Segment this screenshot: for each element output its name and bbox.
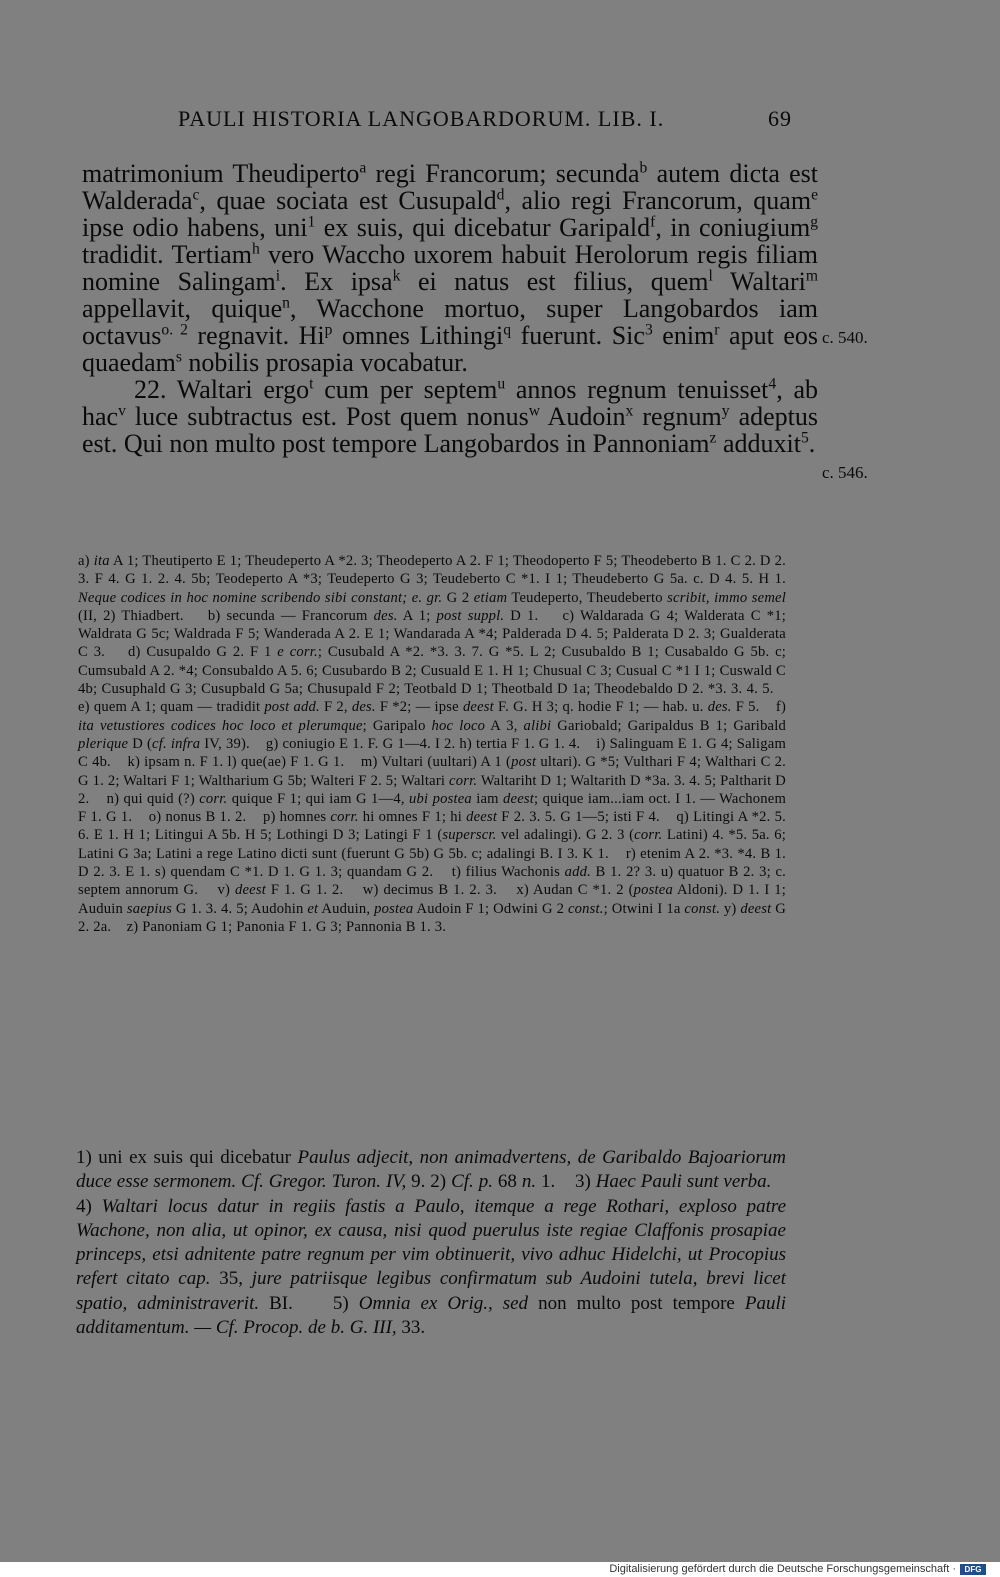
editorial-footnotes: 1) uni ex suis qui dicebatur Paulus adjecit, non animadvertens, de Garibaldo Bajoariorum duce esse sermonem. Cf. Gregor. Turon. IV, 9. 2) Cf. p. 68 n. 1. 3) Haec Pauli sunt verba. 4) Waltari locus datur in regiis fastis a Paulo, itemque a rege Rothari, exploso patre Wachone, non alia, ut opinor, ex causa, nisi quod puerulus iste regiae Claffonis prosapiae princeps, etsi adnitente patre regnum per vim obtinuerit, vivo adhuc Hidelchi, ut Procopius refert citato cap. 35, jure patriisque legibus confirmatum sub Audoini tutela, brevi licet spatio, administraverit. BI. 5) Omnia ex Orig., sed non multo post tempore Pauli additamentum. — Cf. Procop. de b. G. III, 33. [76, 1147, 787, 1339]
main-paragraph-21: matrimonium Theudiperto$^a$ regi Francorum; secunda$^b$ autem dicta est Walderada$^c$, quae sociata est Cusupald$^d$, alio regi Francorum, quam$^e$ ipse odio habens, uni$^1$ ex suis, qui dicebatur Garipald$^f$, in coniugium$^g$ tradidit. Tertiam$^h$ vero Waccho uxorem habuit Herolorum regis filiam nomine Salingam$^i$. Ex ipsa$^k$ ei natus est filius, quem$^l$ Waltari$^m$ appellavit, quique$^n$, Wacchone mortuo, super Langobardos iam octavus$^{o. 2}$ regnavit. Hi$^p$ omnes Lithingi$^q$ fuerunt. Sic$^3$ enim$^r$ aput eos quaedam$^s$ nobilis prosapia vocabatur. [82, 159, 819, 377]
main-text [82, 160, 818, 457]
dfg-credit: Digitalisierung gefördert durch die Deutsche Forschungsgemeinschaft · [609, 1563, 956, 1575]
margin-date-546: c. 546. [822, 463, 868, 482]
running-title: PAULI HISTORIA LANGOBARDORUM. LIB. I. [178, 106, 665, 131]
main-paragraph-22: 22. Waltari ergo$^t$ cum per septem$^u$ annos regnum tenuisset$^4$, ab hac$^v$ luce subtractus est. Post quem nonus$^w$ Audoin$^x$ regnum$^y$ adeptus est. Qui non multo post tempore Langobardos in Pannoniam$^z$ adduxit$^5$. [82, 375, 819, 458]
page-number: 69 [768, 106, 792, 131]
critical-apparatus: a) ita A 1; Theutiperto E 1; Theudeperto A *2. 3; Theodeperto A 2. F 1; Theodoperto F 5; Theodeberto B 1. C 2. D 2. 3. F 4. G 1. 2. 4. 5b; Teodeperto A *3; Teudeperto G 3; Teudeberto C *1. I 1; Theudeberto G 5a. c. D 4. 5. H 1. Neque codices in hoc nomine scribendo sibi constant; e. gr. G 2 etiam Teudeperto, Theudeberto scribit, immo semel (II, 2) Thiadbert. b) secunda — Francorum des. A 1; post suppl. D 1. c) Waldarada G 4; Walderata C *1; Waldrata G 5c; Waldrada F 5; Wanderada A 2. E 1; Wandarada A *4; Palderada D 4. 5; Palderata D 2. 3; Gualderata C 3. d) Cusupaldo G 2. F 1 e corr.; Cusubald A *2. *3. 3. 7. G *5. L 2; Cusubaldo B 1; Cusabaldo G 5b. c; Cumsubald A 2. *4; Consubaldo A 5. 6; Cusubardo B 2; Cusuald E 1. H 1; Chusual C 3; Cusual C *1 I 1; Cuswald C 4b; Cusuphald G 3; Cusupbald G 5a; Chusupald F 2; Teotbald D 1; Theotbald D 1a; Theodebaldo D 2. *3. 3. 4. 5. e) quem A 1; quam — tradidit post add. F 2, des. F *2; — ipse deest F. G. H 3; q. hodie F 1; — hab. u. des. F 5. f) ita vetustiores codices hoc loco et plerumque; Garipalo hoc loco A 3, alibi Gariobald; Garipaldus B 1; Garibald plerique D (cf. infra IV, 39). g) coniugio E 1. F. G 1—4. I 2. h) tertia F 1. G 1. 4. i) Salinguam E 1. G 4; Saligam C 4b. k) ipsam n. F 1. l) que(ae) F 1. G 1. m) Vultari (uultari) A 1 (post ultari). G *5; Vulthari F 4; Walthari C 2. G 1. 2; Waltari F 1; Waltharium G 5b; Walteri F 2. 5; Waltari corr. Waltariht D 1; Waltarith D *3a. 3. 4. 5; Paltharit D 2. n) qui quid (?) corr. quique F 1; qui iam G 1—4, ubi postea iam deest; quique iam...iam oct. I 1. — Wachonem F 1. G 1. o) nonus B 1. 2. p) homnes corr. hi omnes F 1; hi deest F 2. 3. 5. G 1—5; isti F 4. q) Litingi A *2. 5. 6. E 1. H 1; Litingui A 5b. H 5; Lothingi D 3; Latingi F 1 (superscr. vel adalingi). G 2. 3 (corr. Latini) 4. *5. 5a. 6; Latini G 3a; Latini a rege Latino dicti sunt (fuerunt G 5b) G 5b. c; adalingi B. I 3. K 1. r) etenim A 2. *3. *4. B 1. D 2. 3. E 1. s) quendam C *1. D 1. G 1. 3; quandam G 2. t) filius Wachonis add. B 1. 2? 3. u) quatuor B 2. 3; c. septem annorum G. v) deest F 1. G 1. 2. w) decimus B 1. 2. 3. x) Audan C *1. 2 (postea Aldoni). D 1. I 1; Auduin saepius G 1. 3. 4. 5; Audohin et Auduin, postea Audoin F 1; Odwini G 2 const.; Otwini I 1a const. y) deest G 2. 2a. z) Panoniam G 1; Panonia F 1. G 3; Pannonia B 1. 3. [78, 553, 787, 935]
dfg-logo: DFG [960, 1564, 986, 1575]
margin-date-540: c. 540. [822, 328, 868, 347]
digitization-footer [0, 1562, 1000, 1577]
